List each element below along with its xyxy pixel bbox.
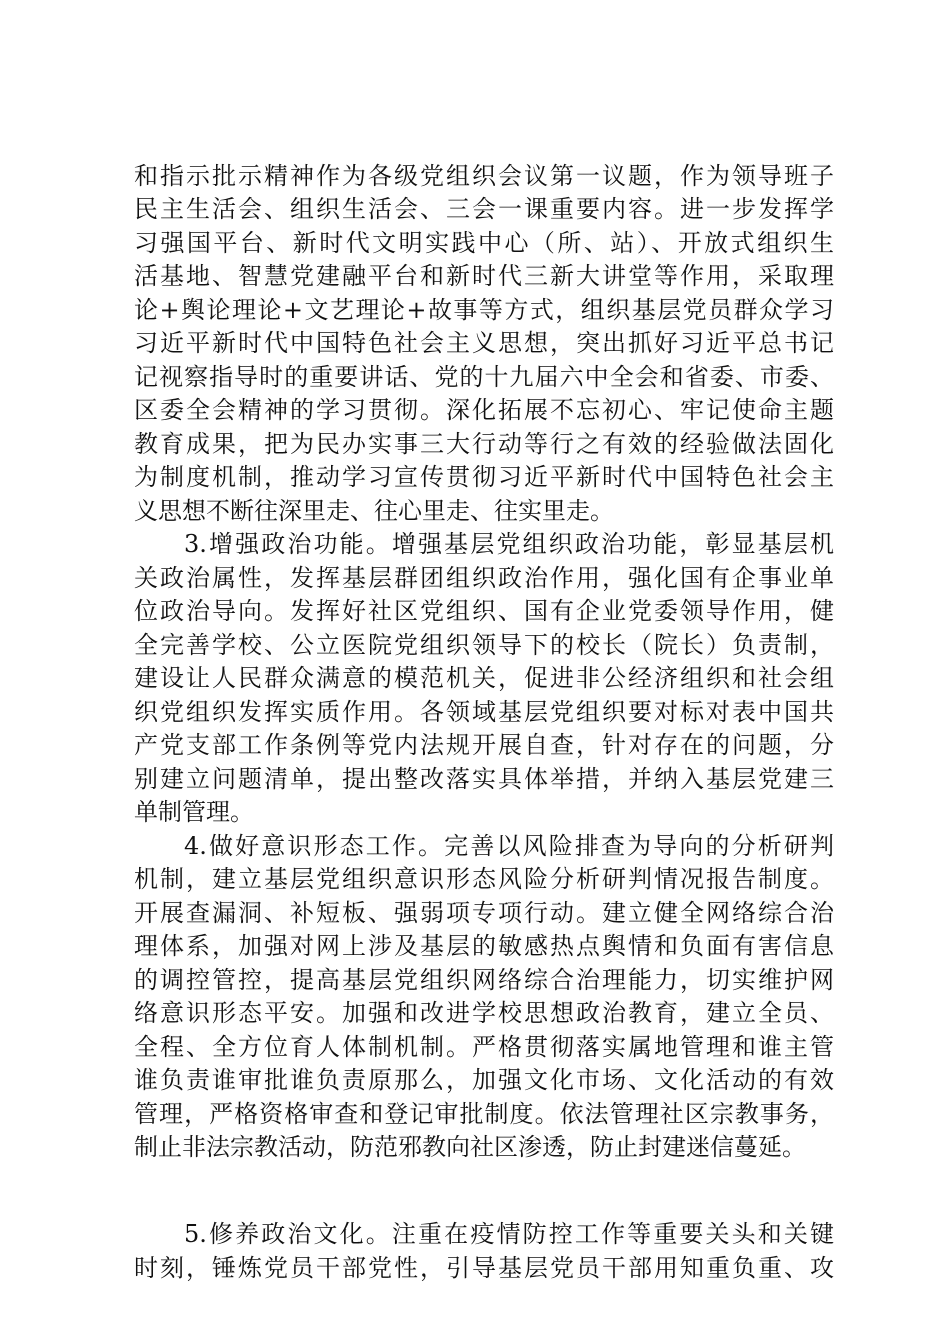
- text-line: 全完善学校、公立医院党组织领导下的校长（院长）负责制，: [134, 631, 834, 659]
- text-line: 全程、全方位育人体制机制。严格贯彻落实属地管理和谁主管: [134, 1033, 834, 1061]
- text-line: 络意识形态平安。加强和改进学校思想政治教育，建立全员、: [134, 999, 834, 1027]
- text-line: 民主生活会、组织生活会、三会一课重要内容。进一步发挥学: [134, 195, 834, 223]
- text-line: 为制度机制，推动学习宣传贯彻习近平新时代中国特色社会主: [134, 463, 834, 491]
- text-line: 习近平新时代中国特色社会主义思想，突出抓好习近平总书记: [134, 329, 834, 357]
- text-line: 关政治属性，发挥基层群团组织政治作用，强化国有企事业单: [134, 564, 834, 592]
- text-line: 机制，建立基层党组织意识形态风险分析研判情况报告制度。: [134, 865, 834, 893]
- text-line: 论+舆论理论+文艺理论+故事等方式，组织基层党员群众学习: [134, 296, 834, 324]
- text-line: 时刻，锤炼党员干部党性，引导基层党员干部用知重负重、攻: [134, 1254, 834, 1282]
- text-line: 活基地、智慧党建融平台和新时代三新大讲堂等作用，采取理: [134, 262, 834, 290]
- text-line: 和指示批示精神作为各级党组织会议第一议题，作为领导班子: [134, 162, 834, 190]
- text-line: 习强国平台、新时代文明实践中心（所、站）、开放式组织生: [134, 229, 834, 257]
- text-line: 谁负责谁审批谁负责原那么，加强文化市场、文化活动的有效: [134, 1066, 834, 1094]
- text-line: 开展查漏洞、补短板、强弱项专项行动。建立健全网络综合治: [134, 899, 834, 927]
- paragraph-3-heading-line: 3.增强政治功能。增强基层党组织政治功能，彰显基层机: [184, 530, 834, 558]
- text-line: 位政治导向。发挥好社区党组织、国有企业党委领导作用，健: [134, 597, 834, 625]
- text-line: 教育成果，把为民办实事三大行动等行之有效的经验做法固化: [134, 430, 834, 458]
- paragraph-5-heading-line: 5.修养政治文化。注重在疫情防控工作等重要关头和关键: [184, 1220, 834, 1248]
- text-line: 制止非法宗教活动，防范邪教向社区渗透，防止封建迷信蔓延。: [134, 1133, 806, 1161]
- text-line: 别建立问题清单，提出整改落实具体举措，并纳入基层党建三: [134, 765, 834, 793]
- text-line: 区委全会精神的学习贯彻。深化拓展不忘初心、牢记使命主题: [134, 396, 834, 424]
- text-line: 的调控管控，提高基层党组织网络综合治理能力，切实维护网: [134, 966, 834, 994]
- text-line: 管理，严格资格审查和登记审批制度。依法管理社区宗教事务，: [134, 1100, 834, 1128]
- text-line: 织党组织发挥实质作用。各领域基层党组织要对标对表中国共: [134, 698, 834, 726]
- paragraph-4-heading-line: 4.做好意识形态工作。完善以风险排查为导向的分析研判: [184, 832, 834, 860]
- text-line: 产党支部工作条例等党内法规开展自查，针对存在的问题，分: [134, 731, 834, 759]
- text-line: 建设让人民群众满意的模范机关，促进非公经济组织和社会组: [134, 664, 834, 692]
- text-line: 义思想不断往深里走、往心里走、往实里走。: [134, 497, 614, 525]
- text-line: 单制管理。: [134, 798, 254, 826]
- text-line: 记视察指导时的重要讲话、党的十九届六中全会和省委、市委、: [134, 363, 834, 391]
- text-line: 理体系，加强对网上涉及基层的敏感热点舆情和负面有害信息: [134, 932, 834, 960]
